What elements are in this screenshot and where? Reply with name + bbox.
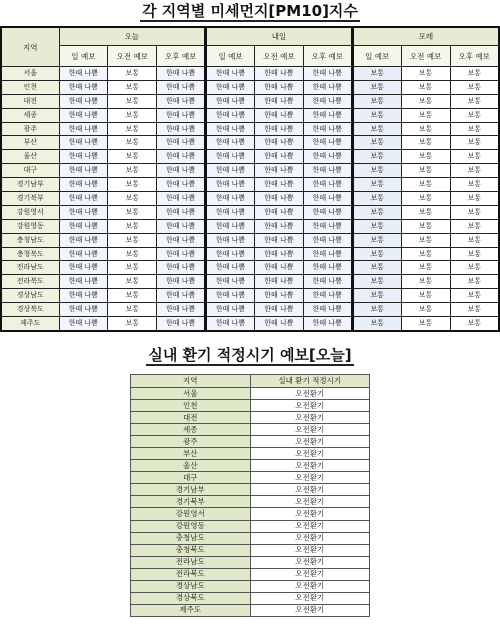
day-header-row xyxy=(1,27,499,46)
sub-header-pm: 오후 예보 xyxy=(157,46,206,67)
forecast-cell: 보통 xyxy=(108,67,157,81)
forecast-cell: 보통 xyxy=(401,275,450,289)
ventilation-region-cell: 전라남도 xyxy=(131,556,251,568)
table-row xyxy=(131,400,370,412)
forecast-cell: 한때 나쁨 xyxy=(59,261,108,275)
forecast-cell: 보통 xyxy=(352,108,401,122)
forecast-cell: 보통 xyxy=(108,261,157,275)
forecast-cell: 한때 나쁨 xyxy=(157,192,206,206)
forecast-cell: 한때 나쁨 xyxy=(206,178,255,192)
forecast-cell: 한때 나쁨 xyxy=(206,108,255,122)
forecast-cell: 보통 xyxy=(108,80,157,94)
forecast-cell: 한때 나쁨 xyxy=(157,136,206,150)
sub-header-pm: 오후 예보 xyxy=(303,46,352,67)
main-title xyxy=(0,1,500,21)
forecast-cell: 한때 나쁨 xyxy=(206,289,255,303)
forecast-cell: 한때 나쁨 xyxy=(255,150,304,164)
forecast-cell: 한때 나쁨 xyxy=(255,178,304,192)
ventilation-time-cell: 오전환기 xyxy=(250,460,370,472)
forecast-cell: 보통 xyxy=(108,94,157,108)
forecast-cell: 보통 xyxy=(450,289,499,303)
table-row xyxy=(1,192,499,206)
forecast-cell: 보통 xyxy=(401,303,450,317)
table-row xyxy=(1,150,499,164)
ventilation-time-cell: 오전환기 xyxy=(250,496,370,508)
forecast-cell: 보통 xyxy=(352,233,401,247)
forecast-cell: 보통 xyxy=(108,108,157,122)
ventilation-region-cell: 울산 xyxy=(131,460,251,472)
ventilation-region-cell: 경기남부 xyxy=(131,484,251,496)
table-row xyxy=(131,388,370,400)
ventilation-region-cell: 충청북도 xyxy=(131,544,251,556)
forecast-cell: 한때 나쁨 xyxy=(303,150,352,164)
ventilation-time-cell: 오전환기 xyxy=(250,568,370,580)
sub-header-daily: 일 예보 xyxy=(206,46,255,67)
sub-header-am: 오전 예보 xyxy=(108,46,157,67)
forecast-cell: 한때 나쁨 xyxy=(157,303,206,317)
forecast-cell: 보통 xyxy=(108,275,157,289)
day-header-tomorrow: 내일 xyxy=(206,27,353,46)
ventilation-table xyxy=(130,374,370,617)
forecast-cell: 보통 xyxy=(352,205,401,219)
forecast-cell: 한때 나쁨 xyxy=(157,150,206,164)
ventilation-region-cell: 충청남도 xyxy=(131,532,251,544)
table-row xyxy=(1,122,499,136)
sub-header-daily: 일 예보 xyxy=(59,46,108,67)
table-row xyxy=(131,460,370,472)
forecast-cell: 보통 xyxy=(450,164,499,178)
table-row xyxy=(131,448,370,460)
forecast-cell: 한때 나쁨 xyxy=(59,67,108,81)
forecast-cell: 한때 나쁨 xyxy=(255,275,304,289)
forecast-cell: 보통 xyxy=(450,205,499,219)
forecast-cell: 한때 나쁨 xyxy=(59,205,108,219)
table-row xyxy=(1,289,499,303)
forecast-cell: 한때 나쁨 xyxy=(157,80,206,94)
table-row xyxy=(131,436,370,448)
ventilation-time-cell: 오전환기 xyxy=(250,484,370,496)
forecast-cell: 보통 xyxy=(401,164,450,178)
forecast-cell: 한때 나쁨 xyxy=(303,94,352,108)
forecast-cell: 한때 나쁨 xyxy=(255,122,304,136)
forecast-cell: 보통 xyxy=(450,67,499,81)
forecast-cell: 보통 xyxy=(401,205,450,219)
forecast-cell: 보통 xyxy=(450,136,499,150)
forecast-cell: 보통 xyxy=(352,122,401,136)
forecast-cell: 한때 나쁨 xyxy=(157,261,206,275)
forecast-cell: 보통 xyxy=(108,289,157,303)
forecast-cell: 보통 xyxy=(108,150,157,164)
ventilation-time-cell: 오전환기 xyxy=(250,580,370,592)
forecast-cell: 한때 나쁨 xyxy=(255,205,304,219)
forecast-cell: 한때 나쁨 xyxy=(206,275,255,289)
ventilation-region-cell: 서울 xyxy=(131,388,251,400)
table-row xyxy=(131,424,370,436)
forecast-cell: 한때 나쁨 xyxy=(303,289,352,303)
forecast-cell: 한때 나쁨 xyxy=(255,219,304,233)
forecast-cell: 보통 xyxy=(401,233,450,247)
forecast-cell: 보통 xyxy=(450,247,499,261)
forecast-cell: 보통 xyxy=(108,122,157,136)
region-cell: 대전 xyxy=(1,94,59,108)
forecast-cell: 보통 xyxy=(450,317,499,331)
forecast-cell: 보통 xyxy=(108,164,157,178)
forecast-cell: 한때 나쁨 xyxy=(59,233,108,247)
region-cell: 인천 xyxy=(1,80,59,94)
forecast-cell: 보통 xyxy=(108,205,157,219)
forecast-cell: 보통 xyxy=(450,178,499,192)
forecast-cell: 한때 나쁨 xyxy=(255,136,304,150)
forecast-cell: 한때 나쁨 xyxy=(303,136,352,150)
forecast-cell: 보통 xyxy=(401,94,450,108)
forecast-cell: 한때 나쁨 xyxy=(157,219,206,233)
forecast-cell: 보통 xyxy=(108,233,157,247)
forecast-cell: 보통 xyxy=(352,164,401,178)
forecast-cell: 보통 xyxy=(352,67,401,81)
forecast-cell: 한때 나쁨 xyxy=(255,164,304,178)
forecast-cell: 한때 나쁨 xyxy=(206,164,255,178)
forecast-cell: 보통 xyxy=(352,303,401,317)
forecast-cell: 한때 나쁨 xyxy=(206,303,255,317)
ventilation-time-cell: 오전환기 xyxy=(250,412,370,424)
forecast-cell: 한때 나쁨 xyxy=(206,205,255,219)
forecast-cell: 한때 나쁨 xyxy=(303,261,352,275)
table-row xyxy=(131,592,370,604)
region-cell: 충청남도 xyxy=(1,233,59,247)
ventilation-time-cell: 오전환기 xyxy=(250,520,370,532)
table-row xyxy=(1,108,499,122)
forecast-cell: 한때 나쁨 xyxy=(157,108,206,122)
forecast-cell: 보통 xyxy=(450,80,499,94)
table-row xyxy=(131,580,370,592)
ventilation-region-cell: 대구 xyxy=(131,472,251,484)
forecast-cell: 보통 xyxy=(401,108,450,122)
forecast-cell: 한때 나쁨 xyxy=(157,122,206,136)
table-row xyxy=(1,136,499,150)
region-cell: 제주도 xyxy=(1,317,59,331)
ventilation-header-row xyxy=(131,375,370,388)
sub-header-pm: 오후 예보 xyxy=(450,46,499,67)
table-row xyxy=(131,604,370,616)
forecast-cell: 한때 나쁨 xyxy=(59,219,108,233)
forecast-cell: 한때 나쁨 xyxy=(255,247,304,261)
forecast-cell: 한때 나쁨 xyxy=(59,94,108,108)
region-cell: 전라남도 xyxy=(1,261,59,275)
forecast-cell: 한때 나쁨 xyxy=(59,108,108,122)
table-row xyxy=(131,412,370,424)
ventilation-region-cell: 부산 xyxy=(131,448,251,460)
region-cell: 세종 xyxy=(1,108,59,122)
forecast-cell: 보통 xyxy=(401,80,450,94)
forecast-cell: 보통 xyxy=(401,67,450,81)
forecast-cell: 한때 나쁨 xyxy=(206,219,255,233)
forecast-cell: 한때 나쁨 xyxy=(59,136,108,150)
forecast-cell: 한때 나쁨 xyxy=(59,150,108,164)
forecast-cell: 한때 나쁨 xyxy=(303,80,352,94)
forecast-cell: 한때 나쁨 xyxy=(157,94,206,108)
forecast-cell: 한때 나쁨 xyxy=(303,67,352,81)
forecast-cell: 한때 나쁨 xyxy=(206,317,255,331)
forecast-cell: 보통 xyxy=(352,94,401,108)
forecast-cell: 보통 xyxy=(401,178,450,192)
forecast-cell: 한때 나쁨 xyxy=(303,219,352,233)
ventilation-time-cell: 오전환기 xyxy=(250,400,370,412)
table-row xyxy=(131,496,370,508)
forecast-cell: 보통 xyxy=(450,261,499,275)
forecast-cell: 한때 나쁨 xyxy=(59,178,108,192)
region-cell: 경상북도 xyxy=(1,303,59,317)
forecast-cell: 보통 xyxy=(352,289,401,303)
region-cell: 광주 xyxy=(1,122,59,136)
table-row xyxy=(1,219,499,233)
ventilation-region-cell: 경상북도 xyxy=(131,592,251,604)
day-header-today: 오늘 xyxy=(59,27,206,46)
day-header-after: 모레 xyxy=(352,27,499,46)
forecast-cell: 보통 xyxy=(450,94,499,108)
forecast-cell: 보통 xyxy=(352,247,401,261)
table-row xyxy=(1,275,499,289)
table-row xyxy=(1,247,499,261)
pm10-forecast-table xyxy=(0,26,500,332)
region-cell: 대구 xyxy=(1,164,59,178)
ventilation-region-cell: 대전 xyxy=(131,412,251,424)
forecast-cell: 보통 xyxy=(401,289,450,303)
forecast-cell: 보통 xyxy=(401,219,450,233)
forecast-cell: 보통 xyxy=(108,247,157,261)
forecast-cell: 한때 나쁨 xyxy=(59,164,108,178)
forecast-cell: 한때 나쁨 xyxy=(59,247,108,261)
forecast-cell: 보통 xyxy=(450,108,499,122)
forecast-cell: 보통 xyxy=(401,317,450,331)
ventilation-body xyxy=(131,388,370,617)
forecast-cell: 한때 나쁨 xyxy=(206,80,255,94)
table-row xyxy=(1,205,499,219)
ventilation-region-cell: 강원영서 xyxy=(131,508,251,520)
forecast-cell: 한때 나쁨 xyxy=(59,289,108,303)
forecast-cell: 한때 나쁨 xyxy=(206,136,255,150)
ventilation-time-cell: 오전환기 xyxy=(250,556,370,568)
ventilation-region-cell: 전라북도 xyxy=(131,568,251,580)
forecast-cell: 한때 나쁨 xyxy=(157,205,206,219)
forecast-cell: 한때 나쁨 xyxy=(157,247,206,261)
forecast-cell: 한때 나쁨 xyxy=(157,289,206,303)
forecast-cell: 한때 나쁨 xyxy=(303,275,352,289)
sub-header-am: 오전 예보 xyxy=(255,46,304,67)
forecast-cell: 한때 나쁨 xyxy=(206,67,255,81)
ventilation-region-cell: 경상남도 xyxy=(131,580,251,592)
forecast-cell: 보통 xyxy=(108,303,157,317)
forecast-cell: 한때 나쁨 xyxy=(59,275,108,289)
forecast-cell: 한때 나쁨 xyxy=(157,233,206,247)
forecast-cell: 보통 xyxy=(401,192,450,206)
sub-header-daily: 일 예보 xyxy=(352,46,401,67)
ventilation-region-cell: 세종 xyxy=(131,424,251,436)
ventilation-time-cell: 오전환기 xyxy=(250,532,370,544)
region-cell: 경상남도 xyxy=(1,289,59,303)
forecast-cell: 한때 나쁨 xyxy=(206,233,255,247)
ventilation-time-cell: 오전환기 xyxy=(250,436,370,448)
ventilation-time-cell: 오전환기 xyxy=(250,604,370,616)
forecast-cell: 보통 xyxy=(108,178,157,192)
forecast-cell: 보통 xyxy=(108,192,157,206)
forecast-cell: 보통 xyxy=(352,219,401,233)
forecast-cell: 보통 xyxy=(352,150,401,164)
forecast-cell: 보통 xyxy=(450,233,499,247)
table-row xyxy=(1,261,499,275)
forecast-cell: 한때 나쁨 xyxy=(157,164,206,178)
region-cell: 부산 xyxy=(1,136,59,150)
region-cell: 울산 xyxy=(1,150,59,164)
forecast-cell: 보통 xyxy=(352,80,401,94)
forecast-cell: 한때 나쁨 xyxy=(303,317,352,331)
table-row xyxy=(1,67,499,81)
forecast-cell: 한때 나쁨 xyxy=(255,67,304,81)
main-title-text: 각 지역별 미세먼지[PM10]지수 xyxy=(142,2,358,20)
ventilation-header-time: 실내 환기 적정시기 xyxy=(250,375,370,388)
ventilation-region-cell: 강원영동 xyxy=(131,520,251,532)
forecast-cell: 보통 xyxy=(401,261,450,275)
forecast-cell: 한때 나쁨 xyxy=(303,205,352,219)
forecast-cell: 한때 나쁨 xyxy=(255,261,304,275)
forecast-cell: 한때 나쁨 xyxy=(206,122,255,136)
table-row xyxy=(131,544,370,556)
ventilation-time-cell: 오전환기 xyxy=(250,448,370,460)
table-row xyxy=(1,94,499,108)
ventilation-time-cell: 오전환기 xyxy=(250,472,370,484)
table-row xyxy=(131,520,370,532)
forecast-cell: 보통 xyxy=(352,275,401,289)
forecast-cell: 한때 나쁨 xyxy=(255,192,304,206)
forecast-cell: 보통 xyxy=(450,122,499,136)
forecast-cell: 한때 나쁨 xyxy=(206,94,255,108)
forecast-cell: 보통 xyxy=(108,317,157,331)
ventilation-header-region: 지역 xyxy=(131,375,251,388)
region-cell: 충청북도 xyxy=(1,247,59,261)
ventilation-time-cell: 오전환기 xyxy=(250,508,370,520)
forecast-cell: 보통 xyxy=(352,261,401,275)
forecast-cell: 보통 xyxy=(450,219,499,233)
sub-header-am: 오전 예보 xyxy=(401,46,450,67)
ventilation-time-cell: 오전환기 xyxy=(250,544,370,556)
forecast-cell: 한때 나쁨 xyxy=(303,108,352,122)
forecast-cell: 보통 xyxy=(352,178,401,192)
forecast-body xyxy=(1,67,499,331)
forecast-cell: 한때 나쁨 xyxy=(59,317,108,331)
table-row xyxy=(131,484,370,496)
forecast-cell: 보통 xyxy=(450,192,499,206)
table-row xyxy=(131,568,370,580)
forecast-cell: 한때 나쁨 xyxy=(157,178,206,192)
forecast-cell: 한때 나쁨 xyxy=(303,233,352,247)
region-cell: 서울 xyxy=(1,67,59,81)
forecast-cell: 보통 xyxy=(352,136,401,150)
forecast-cell: 한때 나쁨 xyxy=(59,303,108,317)
region-cell: 경기북부 xyxy=(1,192,59,206)
forecast-cell: 보통 xyxy=(450,275,499,289)
forecast-cell: 보통 xyxy=(352,317,401,331)
forecast-cell: 한때 나쁨 xyxy=(255,303,304,317)
ventilation-region-cell: 경기북부 xyxy=(131,496,251,508)
forecast-cell: 보통 xyxy=(108,219,157,233)
ventilation-region-cell: 광주 xyxy=(131,436,251,448)
region-cell: 강원영동 xyxy=(1,219,59,233)
table-row xyxy=(1,80,499,94)
region-cell: 강원영서 xyxy=(1,205,59,219)
forecast-cell: 한때 나쁨 xyxy=(157,275,206,289)
forecast-cell: 한때 나쁨 xyxy=(303,303,352,317)
table-row xyxy=(1,164,499,178)
forecast-cell: 한때 나쁨 xyxy=(255,233,304,247)
ventilation-title xyxy=(0,345,500,365)
region-header: 지역 xyxy=(1,27,59,67)
forecast-cell: 한때 나쁨 xyxy=(255,80,304,94)
forecast-cell: 한때 나쁨 xyxy=(303,164,352,178)
forecast-cell: 보통 xyxy=(401,150,450,164)
forecast-cell: 한때 나쁨 xyxy=(59,122,108,136)
table-row xyxy=(1,178,499,192)
ventilation-time-cell: 오전환기 xyxy=(250,388,370,400)
table-row xyxy=(131,472,370,484)
region-cell: 경기남부 xyxy=(1,178,59,192)
forecast-cell: 한때 나쁨 xyxy=(303,247,352,261)
ventilation-region-cell: 제주도 xyxy=(131,604,251,616)
forecast-cell: 보통 xyxy=(108,136,157,150)
forecast-cell: 한때 나쁨 xyxy=(206,150,255,164)
table-row xyxy=(1,317,499,331)
forecast-cell: 한때 나쁨 xyxy=(303,192,352,206)
table-row xyxy=(131,508,370,520)
region-cell: 전라북도 xyxy=(1,275,59,289)
ventilation-time-cell: 오전환기 xyxy=(250,592,370,604)
table-row xyxy=(1,303,499,317)
forecast-cell: 보통 xyxy=(352,192,401,206)
forecast-cell: 한때 나쁨 xyxy=(157,67,206,81)
forecast-cell: 한때 나쁨 xyxy=(255,94,304,108)
forecast-cell: 한때 나쁨 xyxy=(255,317,304,331)
forecast-cell: 한때 나쁨 xyxy=(59,80,108,94)
sub-header-row xyxy=(1,46,499,67)
forecast-cell: 한때 나쁨 xyxy=(157,317,206,331)
forecast-cell: 한때 나쁨 xyxy=(303,122,352,136)
ventilation-region-cell: 인천 xyxy=(131,400,251,412)
forecast-cell: 보통 xyxy=(450,303,499,317)
forecast-cell: 보통 xyxy=(401,247,450,261)
forecast-cell: 한때 나쁨 xyxy=(59,192,108,206)
forecast-cell: 한때 나쁨 xyxy=(206,247,255,261)
forecast-cell: 한때 나쁨 xyxy=(255,108,304,122)
table-row xyxy=(131,532,370,544)
ventilation-time-cell: 오전환기 xyxy=(250,424,370,436)
table-row xyxy=(131,556,370,568)
forecast-cell: 한때 나쁨 xyxy=(255,289,304,303)
forecast-cell: 한때 나쁨 xyxy=(206,261,255,275)
forecast-cell: 보통 xyxy=(401,136,450,150)
forecast-cell: 보통 xyxy=(401,122,450,136)
forecast-cell: 보통 xyxy=(450,150,499,164)
ventilation-title-text: 실내 환기 적정시기 예보[오늘] xyxy=(148,346,352,364)
table-row xyxy=(1,233,499,247)
forecast-cell: 한때 나쁨 xyxy=(206,192,255,206)
forecast-cell: 한때 나쁨 xyxy=(303,178,352,192)
